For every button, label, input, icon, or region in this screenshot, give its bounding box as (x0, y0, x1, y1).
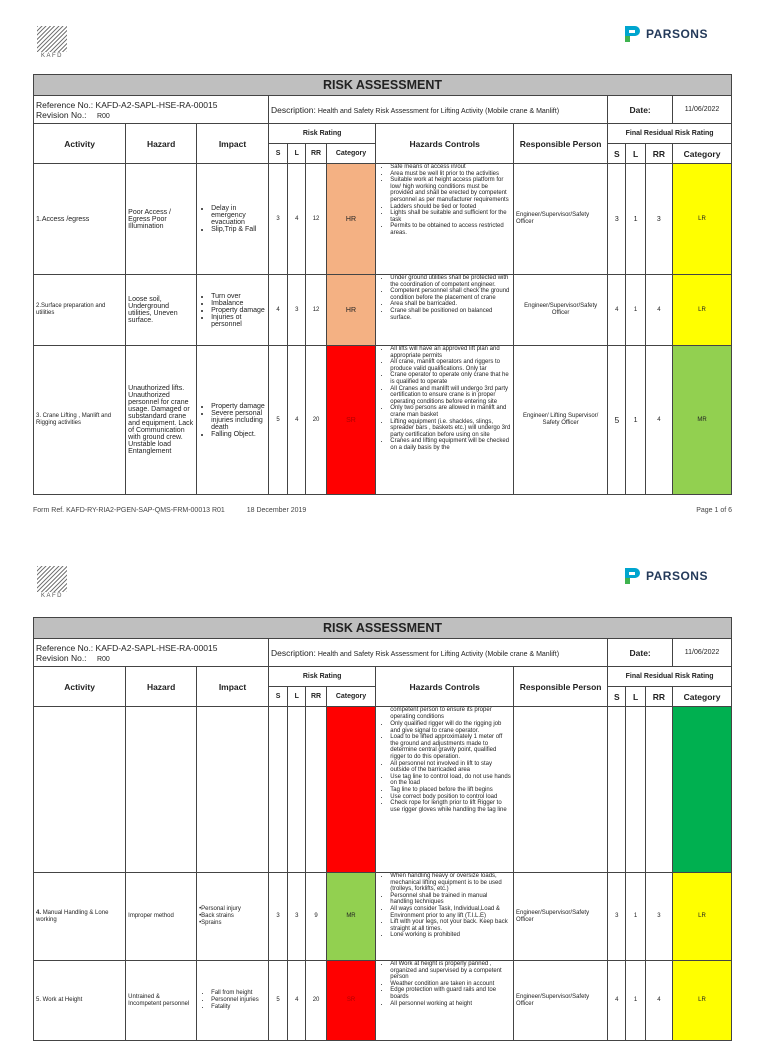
list-item: • Permits to be obtained to access restricted areas. (390, 223, 511, 236)
date-label: Date: (608, 639, 673, 667)
rr-cell: 12 (306, 164, 326, 275)
s-cell: 5 (268, 961, 287, 1041)
activity-cell: 2.Surface preparation and utilities (34, 275, 126, 346)
table-row (34, 873, 732, 961)
col-category: Category (326, 687, 376, 707)
list-item: • Under ground utilities shall be protected with the coordination of competent engineer. (390, 275, 511, 288)
responsible-cell: Engineer/Supervisor/Safety Officer (514, 275, 608, 346)
list-item: • Crane operator to operate only crane that he is qualified to operate (390, 372, 511, 385)
final-l-cell: 1 (626, 164, 645, 275)
list-item: • Fall from height (211, 990, 266, 997)
list-item: • Lifting equipment (i.e. shackles, slings, spreader bars , baskets etc.) will undergo 3rd party certification before using on site (390, 419, 511, 439)
list-item: • Fatality (211, 1004, 266, 1011)
col-category: Category (326, 144, 376, 164)
table-row (34, 346, 732, 495)
s-cell: 4 (268, 275, 287, 346)
final-rr-cell: 3 (645, 873, 672, 961)
hazard-cell: Poor Access / Egress Poor Illumination (126, 164, 197, 275)
s-cell: 3 (268, 164, 287, 275)
parsons-mark-icon (622, 24, 642, 44)
col-final-rr: RR (645, 144, 672, 164)
page-number: Page 1 of 6 (696, 507, 732, 514)
col-final-rating: Final Residual Risk Rating (608, 124, 732, 144)
page-title: RISK ASSESSMENT (34, 75, 732, 96)
date-value: 11/06/2022 (673, 96, 732, 124)
rr-cell: 20 (306, 346, 326, 495)
list-item: •Sprains (199, 920, 222, 926)
list-item: • Lift with your legs, not your back. Keep back straight at all times. (390, 919, 511, 932)
responsible-cell: Engineer/ Lifting Supervisor/ Safety Officer (514, 346, 608, 495)
list-item: • Injuries ot personnel (211, 314, 266, 328)
col-impact: Impact (197, 124, 269, 164)
list-item: • Personnel shall be trained in manual handling techniques (390, 893, 511, 906)
list-item: • Lights shall be suitable and sufficient for the task (390, 210, 511, 223)
impact-cell (197, 961, 269, 1041)
final-category-badge: LR (673, 873, 732, 961)
hazard-cell: Unauthorized lifts. Unauthorized personnel for crane usage. Damaged or substandard crane and equipment. Lack of Communication with ground crew. Unstable load Entanglement (126, 346, 197, 495)
controls-cell (376, 275, 514, 346)
list-item: • Property damage (211, 307, 266, 314)
list-item: • All Work at height is properly panned , organized and supervised by a competent person (390, 961, 511, 981)
s-cell (268, 707, 287, 873)
col-rr: RR (306, 144, 326, 164)
final-l-cell: 1 (626, 346, 645, 495)
col-l: L (288, 144, 306, 164)
hazard-cell: Loose soil, Underground utilities, Uneven surface. (126, 275, 197, 346)
controls-cell: competent person to ensure its proper operating conditions • Only qualified rigger will do the rigging job and give signal to crane operator. • Load to be lifted approximately 1 meter off the ground and adjustments made to determine central gravity point, qualified rigger to do this operation. • All personnel not involved in lift to stay outside of the barricaded area • Use tag line to control load, do not use hands on the load • Tag line to placed before the lift begins • Use correct body position to control load • Check rope for length prior to lift Rigger to use rigger gloves while handling the tag line (376, 707, 514, 873)
risk-assessment-table-p1 (33, 74, 732, 495)
list-item: • Cranes and lifting equipment will be checked on a daily basis by the (390, 438, 511, 451)
col-final-l: L (626, 144, 645, 164)
col-final-rating: Final Residual Risk Rating (608, 667, 732, 687)
col-activity: Activity (34, 124, 126, 164)
category-badge: SR (326, 346, 376, 495)
table-row (34, 961, 732, 1041)
activity-cell: 3. Crane Lifting , Manlift and Rigging activities (34, 346, 126, 495)
col-l: L (288, 687, 306, 707)
list-item: • Personnel injuries (211, 997, 266, 1004)
kafd-logo: KAFD (34, 566, 70, 602)
col-controls: Hazards Controls (376, 124, 514, 164)
col-s: S (268, 687, 287, 707)
col-final-category: Category (673, 687, 732, 707)
l-cell: 3 (288, 275, 306, 346)
controls-cell (376, 346, 514, 495)
col-final-category: Category (673, 144, 732, 164)
category-badge: HR (326, 275, 376, 346)
rr-cell: 12 (306, 275, 326, 346)
list-item: •Personal injury (199, 906, 241, 912)
final-category-badge: MR (673, 346, 732, 495)
hazard-cell (126, 707, 197, 873)
final-rr-cell (645, 707, 672, 873)
page-footer: Form Ref. KAFD-RY-RIA2-PGEN-SAP-QMS-FRM-00013 R01 18 December 2019 Page 1 of 6 (33, 507, 732, 514)
col-risk-rating: Risk Rating (268, 667, 375, 687)
final-s-cell (608, 707, 626, 873)
list-item: • All Cranes and manlift will undergo 3rd party certification to ensure crane is in proper operating conditions before entering site (390, 386, 511, 406)
final-category-badge (673, 707, 732, 873)
list-item: • Imbalance (211, 300, 266, 307)
reference-cell: Reference No.: KAFD-A2-SAPL-HSE-RA-00015 Revision No.: R00 (34, 96, 269, 124)
s-cell: 3 (268, 873, 287, 961)
list-item: • Suitable work at height access platform for low/ high working conditions must be provided and shall be erected by competent personnel as per manufacturer requirements (390, 177, 511, 203)
col-controls: Hazards Controls (376, 667, 514, 707)
list-item: • Area shall be barricaded. (390, 301, 511, 308)
list-item: • Turn over (211, 293, 266, 300)
category-badge (326, 707, 376, 873)
col-final-l: L (626, 687, 645, 707)
col-rr: RR (306, 687, 326, 707)
activity-cell: 4. Manual Handling & Lone working (34, 873, 126, 961)
impact-cell (197, 275, 269, 346)
impact-cell (197, 873, 269, 961)
list-item: • Only two persons are allowed in manlift and crane man basket (390, 405, 511, 418)
l-cell: 4 (288, 961, 306, 1041)
activity-cell: 5. Work at Height (34, 961, 126, 1041)
date-label: Date: (608, 96, 673, 124)
responsible-cell (514, 707, 608, 873)
list-item: • Tag line to placed before the lift begins (390, 787, 511, 794)
rr-cell (306, 707, 326, 873)
list-item: • Slip,Trip & Fall (211, 226, 266, 233)
final-s-cell: 4 (608, 961, 626, 1041)
l-cell: 4 (288, 164, 306, 275)
kafd-logo: KAFD (34, 26, 70, 62)
category-badge: HR (326, 164, 376, 275)
list-item: • Load to be lifted approximately 1 meter off the ground and adjustments made to determine central gravity point, qualified rigger to do this operation. (390, 734, 511, 760)
col-responsible: Responsible Person (514, 124, 608, 164)
list-item: • Lone working is prohibited (390, 932, 511, 939)
list-item: • Falling Object. (211, 431, 266, 438)
list-item: • Use tag line to control load, do not use hands on the load (390, 774, 511, 787)
final-category-badge: LR (673, 961, 732, 1041)
list-item: •Back strains (199, 913, 234, 919)
list-item: • Use correct body position to control load (390, 794, 511, 801)
controls-cell (376, 164, 514, 275)
activity-cell: 1.Access /egress (34, 164, 126, 275)
col-final-s: S (608, 144, 626, 164)
impact-cell (197, 164, 269, 275)
risk-assessment-table-p2 (33, 617, 732, 1041)
col-responsible: Responsible Person (514, 667, 608, 707)
responsible-cell: Engineer/Supervisor/Safety Officer (514, 873, 608, 961)
hazard-cell: Improper method (126, 873, 197, 961)
col-impact: Impact (197, 667, 269, 707)
parsons-logo: PARSONS (622, 24, 708, 44)
col-hazard: Hazard (126, 667, 197, 707)
col-s: S (268, 144, 287, 164)
s-cell: 5 (268, 346, 287, 495)
final-rr-cell: 4 (645, 275, 672, 346)
final-category-badge: LR (673, 275, 732, 346)
list-item: • Ladders should be tied or footed (390, 204, 511, 211)
final-l-cell (626, 707, 645, 873)
parsons-mark-icon (622, 566, 642, 586)
rr-cell: 20 (306, 961, 326, 1041)
responsible-cell: Engineer/Supervisor/Safety Officer (514, 164, 608, 275)
table-row (34, 707, 732, 873)
list-item: • When handling heavy or oversize loads, mechanical lifting equipment is to be used (trolleys, forklifts, etc.) (390, 873, 511, 893)
list-item: • Crane shall be positioned on balanced surface. (390, 308, 511, 321)
final-category-badge: LR (673, 164, 732, 275)
final-s-cell: 3 (608, 873, 626, 961)
parsons-logo: PARSONS (622, 566, 708, 586)
final-rr-cell: 4 (645, 961, 672, 1041)
final-s-cell: 5 (608, 346, 626, 495)
list-item: • Weather condition are taken in account (390, 981, 511, 988)
final-rr-cell: 4 (645, 346, 672, 495)
list-item: • Property damage (211, 403, 266, 410)
final-s-cell: 4 (608, 275, 626, 346)
final-l-cell: 1 (626, 275, 645, 346)
col-risk-rating: Risk Rating (268, 124, 375, 144)
l-cell (288, 707, 306, 873)
list-item: • Safe means of access in/out (390, 164, 511, 171)
list-item: • All ways consider Task, Individual,Load & Environment prior to any lift (T.I.L.E) (390, 906, 511, 919)
col-hazard: Hazard (126, 124, 197, 164)
list-item: • All lifts will have an approved lift plan and appropriate permits (390, 346, 511, 359)
category-badge: SR (326, 961, 376, 1041)
final-s-cell: 3 (608, 164, 626, 275)
impact-cell (197, 707, 269, 873)
l-cell: 3 (288, 873, 306, 961)
list-item: • Delay in emergency evacuation (211, 205, 266, 226)
page-title: RISK ASSESSMENT (34, 618, 732, 639)
table-row (34, 275, 732, 346)
description-cell: Description: Health and Safety Risk Assessment for Lifting Activity (Mobile crane & Manlift) (268, 639, 607, 667)
rr-cell: 9 (306, 873, 326, 961)
hazard-cell: Untrained & Incompetent personnel (126, 961, 197, 1041)
category-badge: MR (326, 873, 376, 961)
final-rr-cell: 3 (645, 164, 672, 275)
activity-cell (34, 707, 126, 873)
list-item: • Only qualified rigger will do the rigging job and give signal to crane operator. (390, 721, 511, 734)
responsible-cell: Engineer/Supervisor/Safety Officer (514, 961, 608, 1041)
list-item: • Area must be well lit prior to the activities (390, 171, 511, 178)
list-item: • All personnel not involved in lift to stay outside of the barricaded area (390, 761, 511, 774)
list-item: • All personnel working at height (390, 1001, 511, 1008)
col-activity: Activity (34, 667, 126, 707)
l-cell: 4 (288, 346, 306, 495)
description-cell: Description: Health and Safety Risk Assessment for Lifting Activity (Mobile crane & Manlift) (268, 96, 607, 124)
final-l-cell: 1 (626, 961, 645, 1041)
list-item: • All crane, manlift operators and riggers to produce valid qualifications. Only tar (390, 359, 511, 372)
date-value: 11/06/2022 (673, 639, 732, 667)
list-item: • Edge protection with guard rails and toe boards (390, 987, 511, 1000)
list-item: • Severe personal injuries including death (211, 410, 266, 431)
reference-cell: Reference No.: KAFD-A2-SAPL-HSE-RA-00015 Revision No.: R00 (34, 639, 269, 667)
col-final-s: S (608, 687, 626, 707)
list-item: • Competent personnel shall check the ground condition before the placement of crane (390, 288, 511, 301)
controls-cell (376, 961, 514, 1041)
final-l-cell: 1 (626, 873, 645, 961)
col-final-rr: RR (645, 687, 672, 707)
list-item: • Check rope for length prior to lift Rigger to use rigger gloves while handling the tag line (390, 800, 511, 813)
impact-cell (197, 346, 269, 495)
table-row (34, 164, 732, 275)
controls-cell (376, 873, 514, 961)
